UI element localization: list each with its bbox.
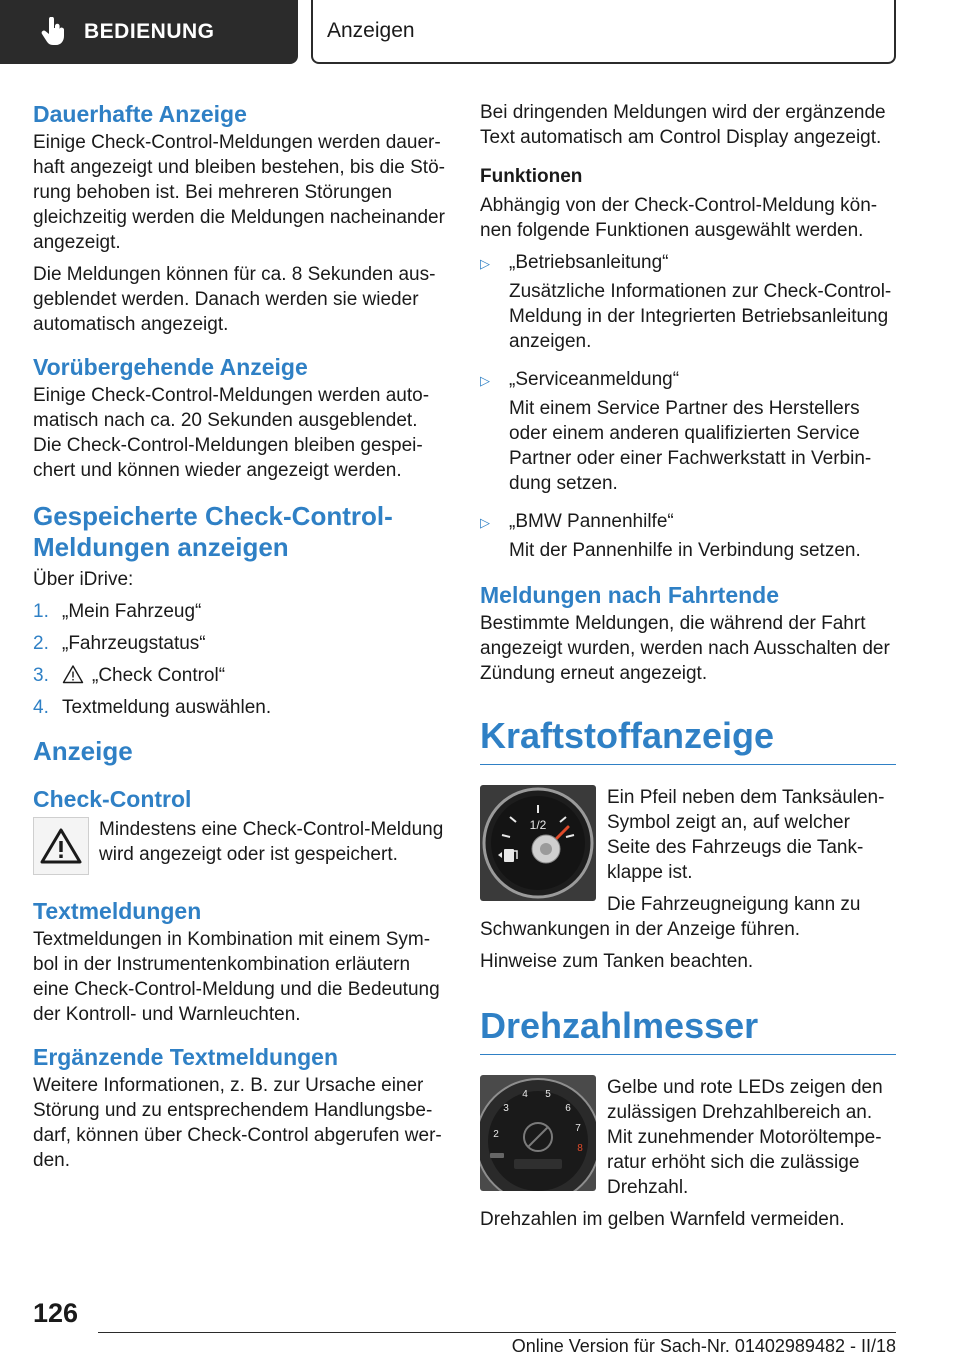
bullet-body (509, 367, 896, 500)
fuel-gauge-section (480, 785, 896, 974)
bullet-body (509, 250, 896, 358)
tach-number: 2 (493, 1129, 499, 1140)
step-text: „Mein Fahrzeug“ (62, 601, 202, 622)
heading-meldungen-fahrtende: Meldungen nach Fahrtende (480, 582, 780, 608)
paragraph-ergaenzend: Weitere Informationen, z. B. zur Ursache einer Störung und zu entsprechendem Handlungsbedarf, können über Check-Control abgerufen werden. (33, 1075, 442, 1171)
left-column (33, 100, 447, 1180)
bullet-text: Mit einem Service Partner des Herstellers oder einem anderen qualifizierten Service Partner oder einer Fachwerkstatt in Verbindung setzen. (509, 398, 872, 494)
paragraph-drehzahl-2: Drehzahlen im gelben Warnfeld vermeiden. (480, 1209, 845, 1230)
paragraph-check-control: Mindestens eine Check-Control-Meldung wird angezeigt oder ist gespeichert. (99, 819, 444, 865)
paragraph-funktionen: Abhängig von der Check-Control-Meldung können folgende Funktionen ausgewählt werden. (480, 195, 878, 241)
list-item (480, 367, 896, 500)
bullet-title: „Betriebsanleitung“ (509, 252, 669, 273)
list-item (33, 695, 447, 720)
section-label: BEDIENUNG (84, 20, 215, 43)
paragraph-idrive: Über iDrive: (33, 569, 134, 590)
heading-check-control: Check-Control (33, 786, 192, 812)
tachometer-section (480, 1075, 896, 1232)
triangle-bullet-icon: ▷ (480, 256, 490, 271)
triangle-bullet-icon: ▷ (480, 515, 490, 530)
page-number: 126 (33, 1298, 79, 1328)
fuel-gauge-image (480, 785, 596, 901)
warning-triangle-icon (62, 664, 84, 684)
step-number: 4. (33, 697, 49, 718)
tach-number: 6 (565, 1103, 571, 1114)
paragraph-dringend: Bei dringenden Meldungen wird der ergänzende Text automatisch am Control Display angezeigt. (480, 102, 886, 148)
tach-number: 4 (522, 1089, 528, 1100)
heading-gespeicherte-meldungen: Gespeicherte Check-Control-Meldungen anzeigen (33, 501, 393, 562)
heading-kraftstoffanzeige: Kraftstoffanzeige (480, 714, 896, 765)
section-tab (0, 0, 298, 64)
tachometer-image (480, 1075, 596, 1191)
paragraph-kraftstoff-2: Die Fahrzeugneigung kann zu Schwankungen in der Anzeige führen. (480, 894, 861, 940)
footer-online-version: Online Version für Sach-Nr. 01402989482 - II/18 (511, 1336, 896, 1356)
step-number: 2. (33, 633, 49, 654)
heading-anzeige: Anzeige (33, 736, 133, 766)
paragraph-kraftstoff-1: Ein Pfeil neben dem Tanksäulen-Symbol zeigt an, auf welcher Seite des Fahrzeugs die Tankklappe ist. (607, 787, 885, 883)
footer-divider (98, 1332, 896, 1333)
step-text: „Check Control“ (92, 665, 226, 686)
paragraph-kraftstoff-3: Hinweise zum Tanken beachten. (480, 951, 754, 972)
paragraph-drehzahl-1: Gelbe und rote LEDs zeigen den zulässigen Drehzahlbereich an. Mit zunehmender Motoröltemperatur erhöht sich die zulässige Drehzahl. (607, 1077, 883, 1198)
bullet-body (509, 509, 861, 567)
tach-number: 7 (575, 1123, 581, 1134)
heading-ergaenzende-textmeldungen: Ergänzende Textmeldungen (33, 1044, 339, 1070)
paragraph-dauerhaft-1: Einige Check-Control-Meldungen werden dauerhaft angezeigt und bleiben bestehen, bis die Störung behoben ist. Bei mehreren Störungen gleichzeitig werden die Meldungen nacheinander angezeigt. (33, 132, 445, 253)
steps-list (33, 599, 447, 720)
bullet-title: „Serviceanmeldung“ (509, 369, 680, 390)
list-item (480, 509, 896, 567)
tach-number: 3 (503, 1103, 509, 1114)
step-number: 1. (33, 601, 49, 622)
paragraph-fahrtende: Bestimmte Meldungen, die während der Fahrt angezeigt wurden, werden nach Ausschalten der Zündung erneut angezeigt. (480, 613, 890, 684)
chapter-label: Anzeigen (327, 19, 415, 42)
bullet-title: „BMW Pannenhilfe“ (509, 511, 674, 532)
list-item (480, 250, 896, 358)
step-number: 3. (33, 665, 49, 686)
step-text: Textmeldung auswählen. (62, 697, 272, 718)
heading-drehzahlmesser: Drehzahlmesser (480, 1004, 896, 1055)
heading-dauerhafte-anzeige: Dauerhafte Anzeige (33, 101, 247, 127)
check-control-row (33, 817, 447, 875)
paragraph-dauerhaft-2: Die Meldungen können für ca. 8 Sekunden ausgeblendet werden. Danach werden sie wieder automatisch angezeigt. (33, 264, 436, 335)
chapter-tab (311, 0, 896, 64)
bullet-text: Mit der Pannenhilfe in Verbindung setzen. (509, 540, 861, 561)
tach-number: 8 (577, 1143, 583, 1154)
page-header (0, 0, 960, 66)
list-item (33, 599, 447, 624)
step-text: „Fahrzeugstatus“ (62, 633, 206, 654)
paragraph-textmeldungen: Textmeldungen in Kombination mit einem Symbol in der Instrumentenkombination erläutern eine Check-Control-Meldung und die Bedeutung der Kontroll- und Warnleuchten. (33, 929, 440, 1025)
tachometer-icon (480, 1075, 596, 1191)
gauge-half-label: 1/2 (529, 818, 547, 832)
paragraph-voruebergehend: Einige Check-Control-Meldungen werden automatisch nach ca. 20 Sekunden ausgeblendet. Die Check-Control-Meldungen bleiben gespeichert und können wieder angezeigt werden. (33, 385, 430, 481)
warning-triangle-icon (33, 817, 89, 875)
bullet-text: Zusätzliche Informationen zur Check-Control-Meldung in der Integrierten Betriebsanleitung anzeigen. (509, 281, 892, 352)
heading-textmeldungen: Textmeldungen (33, 898, 202, 924)
heading-voruebergehende-anzeige: Vorübergehende Anzeige (33, 354, 308, 380)
step-content (62, 663, 225, 688)
functions-list (480, 250, 896, 567)
list-item (33, 631, 447, 656)
fuel-gauge-icon (480, 785, 596, 901)
tach-number: 5 (545, 1089, 551, 1100)
hand-pointer-icon (40, 17, 68, 47)
right-column (480, 100, 896, 1239)
heading-funktionen: Funktionen (480, 166, 583, 187)
triangle-bullet-icon: ▷ (480, 373, 490, 388)
list-item (33, 663, 447, 688)
